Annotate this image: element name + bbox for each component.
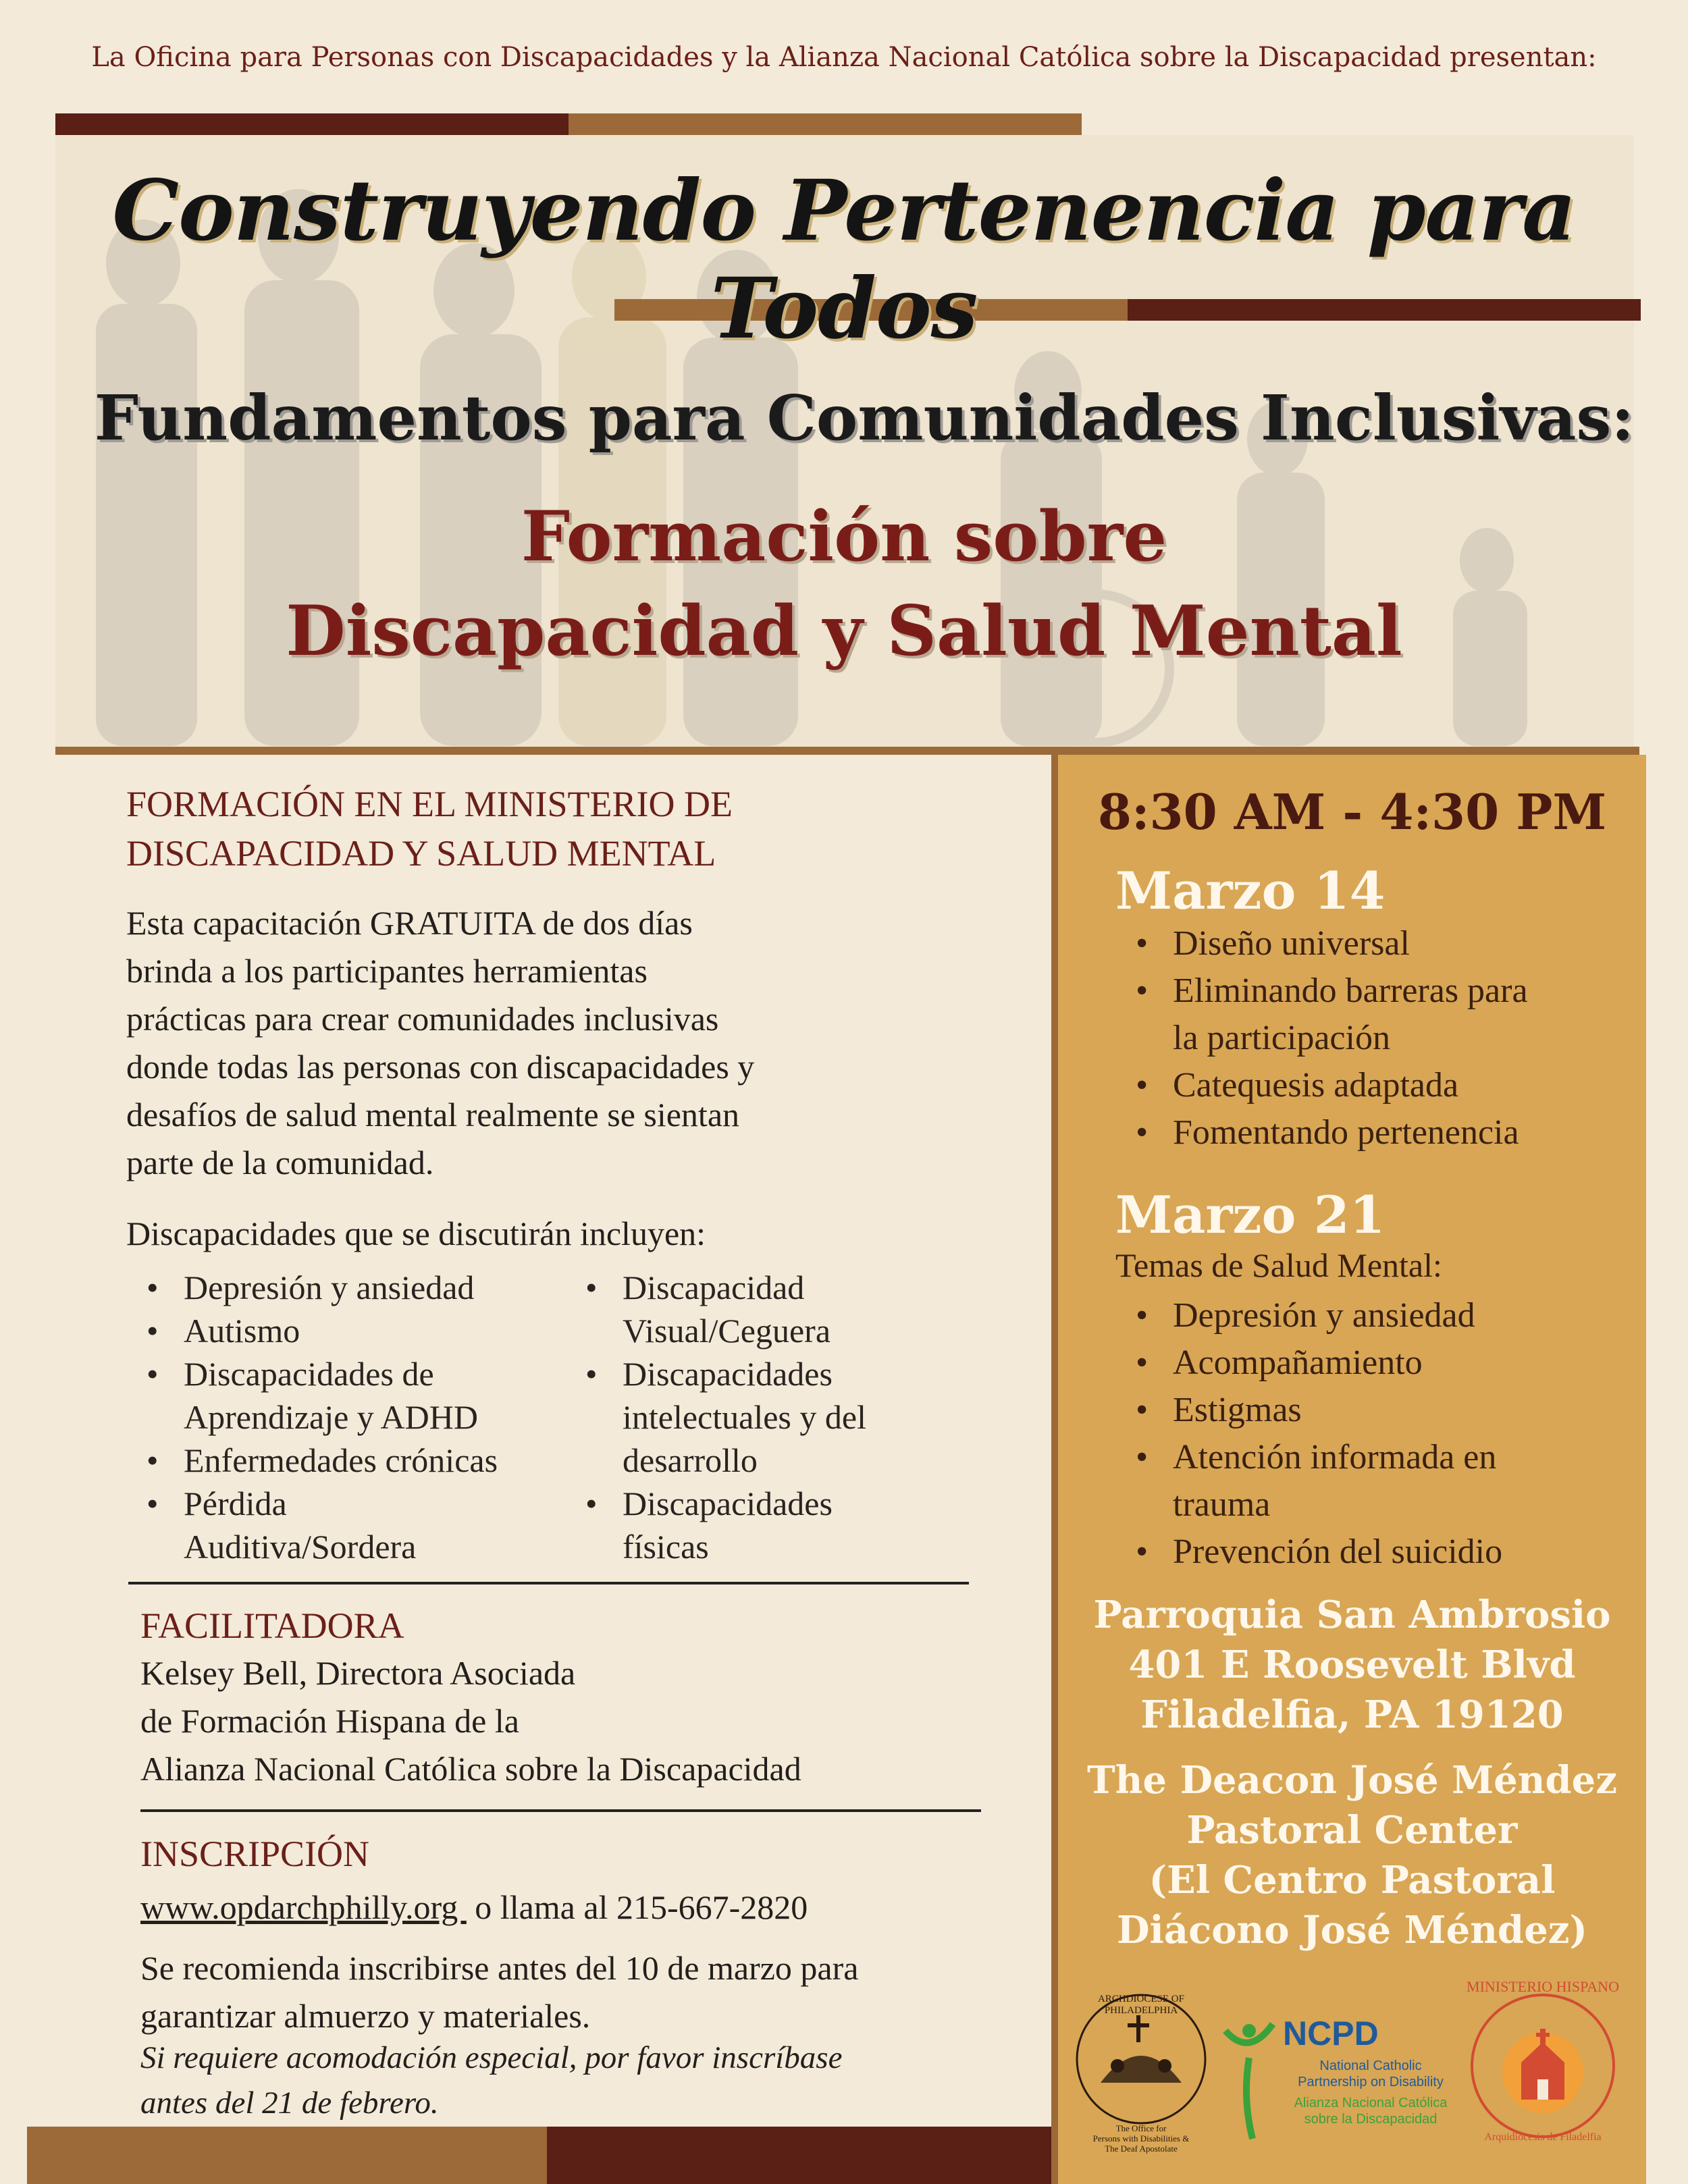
event-time: 8:30 AM - 4:30 PM <box>1097 783 1607 841</box>
parish-address <box>1058 1590 1646 1740</box>
archdiocese-caption: The Office for Persons with Disabilities & The Deaf Apostolate <box>1092 2123 1190 2154</box>
divider-line <box>128 1582 969 1584</box>
hispano-top-text: MINISTERIO HISPANO <box>1467 1978 1619 1995</box>
training-section-title <box>126 780 733 878</box>
decor-bar-bottom-light <box>27 2127 547 2184</box>
disabilities-intro: Discapacidades que se discutirán incluyen: <box>126 1215 706 1252</box>
list-item: • Atención informada en trauma <box>1173 1434 1686 1528</box>
description-line: desafíos de salud mental realmente se sientan <box>126 1096 740 1134</box>
center-line: Diácono José Méndez) <box>1116 1908 1588 1952</box>
description-line: donde todas las personas con discapacidades y <box>126 1048 755 1086</box>
heading-line-2: Discapacidad y Salud Mental <box>286 591 1402 672</box>
registration-title: INSCRIPCIÓN <box>140 1834 370 1874</box>
decor-bar-bottom-dark <box>547 2127 1051 2184</box>
facilitator-line: Kelsey Bell, Directora Asociada <box>140 1654 576 1692</box>
ncpd-logo <box>1219 2010 1462 2146</box>
note-line: Se recomienda inscribirse antes del 10 de marzo para <box>140 1949 859 1987</box>
list-item: • Estigmas <box>1173 1387 1686 1434</box>
training-description <box>126 899 1031 1187</box>
address-line: Filadelfia, PA 19120 <box>1140 1693 1564 1737</box>
disabilities-list-col2 <box>565 1266 1028 1568</box>
center-line: The Deacon José Méndez <box>1086 1758 1618 1803</box>
accommodation-note <box>140 2035 1032 2125</box>
note-line: Si requiere acomodación especial, por favor inscríbase <box>140 2040 843 2075</box>
list-item: • Diseño universal <box>1173 920 1686 967</box>
facilitator-line: Alianza Nacional Católica sobre la Discapacidad <box>140 1750 801 1788</box>
description-line: parte de la comunidad. <box>126 1144 434 1181</box>
day2-topics <box>1115 1292 1686 1576</box>
section-divider <box>55 747 1639 755</box>
pastoral-center <box>1058 1755 1646 1955</box>
day1-topics <box>1115 920 1686 1156</box>
page-title: Construyendo Pertenencia para Todos <box>112 162 1576 358</box>
list-item: • Fomentando pertenencia <box>1173 1109 1686 1156</box>
description-line: prácticas para crear comunidades inclusivas <box>126 1000 719 1038</box>
subtitle: Fundamentos para Comunidades Inclusivas: <box>94 381 1635 454</box>
facilitator-info <box>140 1649 1018 1793</box>
decor-bar-top-dark <box>55 113 569 135</box>
list-item: • Acompañamiento <box>1173 1339 1686 1387</box>
day1-title: Marzo 14 <box>1115 861 1386 921</box>
registration-phone: o llama al 215-667-2820 <box>466 1888 808 1926</box>
ministerio-hispano-emblem-icon <box>1462 1981 1624 2150</box>
center-line: (El Centro Pastoral <box>1149 1858 1556 1902</box>
decor-bar-top-light <box>569 113 1082 135</box>
description-line: Esta capacitación GRATUITA de dos días <box>126 904 693 942</box>
list-item: • Prevención del suicidio <box>1173 1528 1686 1576</box>
training-title-line: FORMACIÓN EN EL MINISTERIO DE <box>126 784 733 824</box>
list-item: • Depresión y ansiedad <box>184 1266 656 1309</box>
archdiocese-logo <box>1063 1988 1219 2157</box>
description-line: brinda a los participantes herramientas <box>126 952 648 990</box>
hispano-bottom-text: Arquidiócesis de Filadelfia <box>1484 2131 1602 2143</box>
day2-title: Marzo 21 <box>1115 1185 1386 1245</box>
registration-note <box>140 1944 1032 2040</box>
address-line: Parroquia San Ambrosio <box>1093 1593 1611 1637</box>
list-item: • Depresión y ansiedad <box>1173 1292 1686 1339</box>
list-item: • Catequesis adaptada <box>1173 1062 1686 1109</box>
ncpd-english: National Catholic Partnership on Disability <box>1298 2058 1444 2089</box>
list-item: • Enfermedades crónicas <box>184 1439 656 1482</box>
center-line: Pastoral Center <box>1186 1808 1518 1853</box>
heading-line-1: Formación sobre <box>521 496 1167 577</box>
ministerio-hispano-logo <box>1462 1978 1624 2150</box>
presenter-line: La Oficina para Personas con Discapacidades y la Alianza Nacional Católica sobre la Discapacidad presentan: <box>91 42 1597 73</box>
ncpd-abbr: NCPD <box>1283 2015 1379 2052</box>
list-item: • Pérdida Auditiva/Sordera <box>184 1482 656 1568</box>
list-item: • Eliminando barreras para la participación <box>1173 967 1686 1062</box>
facilitator-line: de Formación Hispana de la <box>140 1702 519 1740</box>
training-title-line: DISCAPACIDAD Y SALUD MENTAL <box>126 832 716 874</box>
ncpd-figure-icon <box>1219 2010 1280 2146</box>
ncpd-spanish: Alianza Nacional Católica sobre la Discapacidad <box>1294 2096 1448 2127</box>
address-line: 401 E Roosevelt Blvd <box>1128 1643 1576 1687</box>
archdiocese-ring-text: ARCHDIOCESE OF PHILADELPHIA <box>1098 1994 1184 2016</box>
facilitator-title: FACILITADORA <box>140 1605 404 1646</box>
registration-line <box>140 1884 808 1932</box>
note-line: garantizar almuerzo y materiales. <box>140 1997 591 2035</box>
list-item: • Discapacidades intelectuales y del desarrollo <box>623 1352 1028 1482</box>
list-item: • Discapacidades de Aprendizaje y ADHD <box>184 1352 656 1439</box>
note-line: antes del 21 de febrero. <box>140 2085 439 2121</box>
list-item: • Discapacidades físicas <box>623 1482 1028 1568</box>
registration-link[interactable]: www.opdarchphilly.org <box>140 1888 467 1926</box>
list-item: • Discapacidad Visual/Ceguera <box>623 1266 1028 1352</box>
divider-line <box>140 1809 981 1812</box>
list-item: • Autismo <box>184 1309 656 1352</box>
day2-subtitle: Temas de Salud Mental: <box>1115 1246 1442 1284</box>
